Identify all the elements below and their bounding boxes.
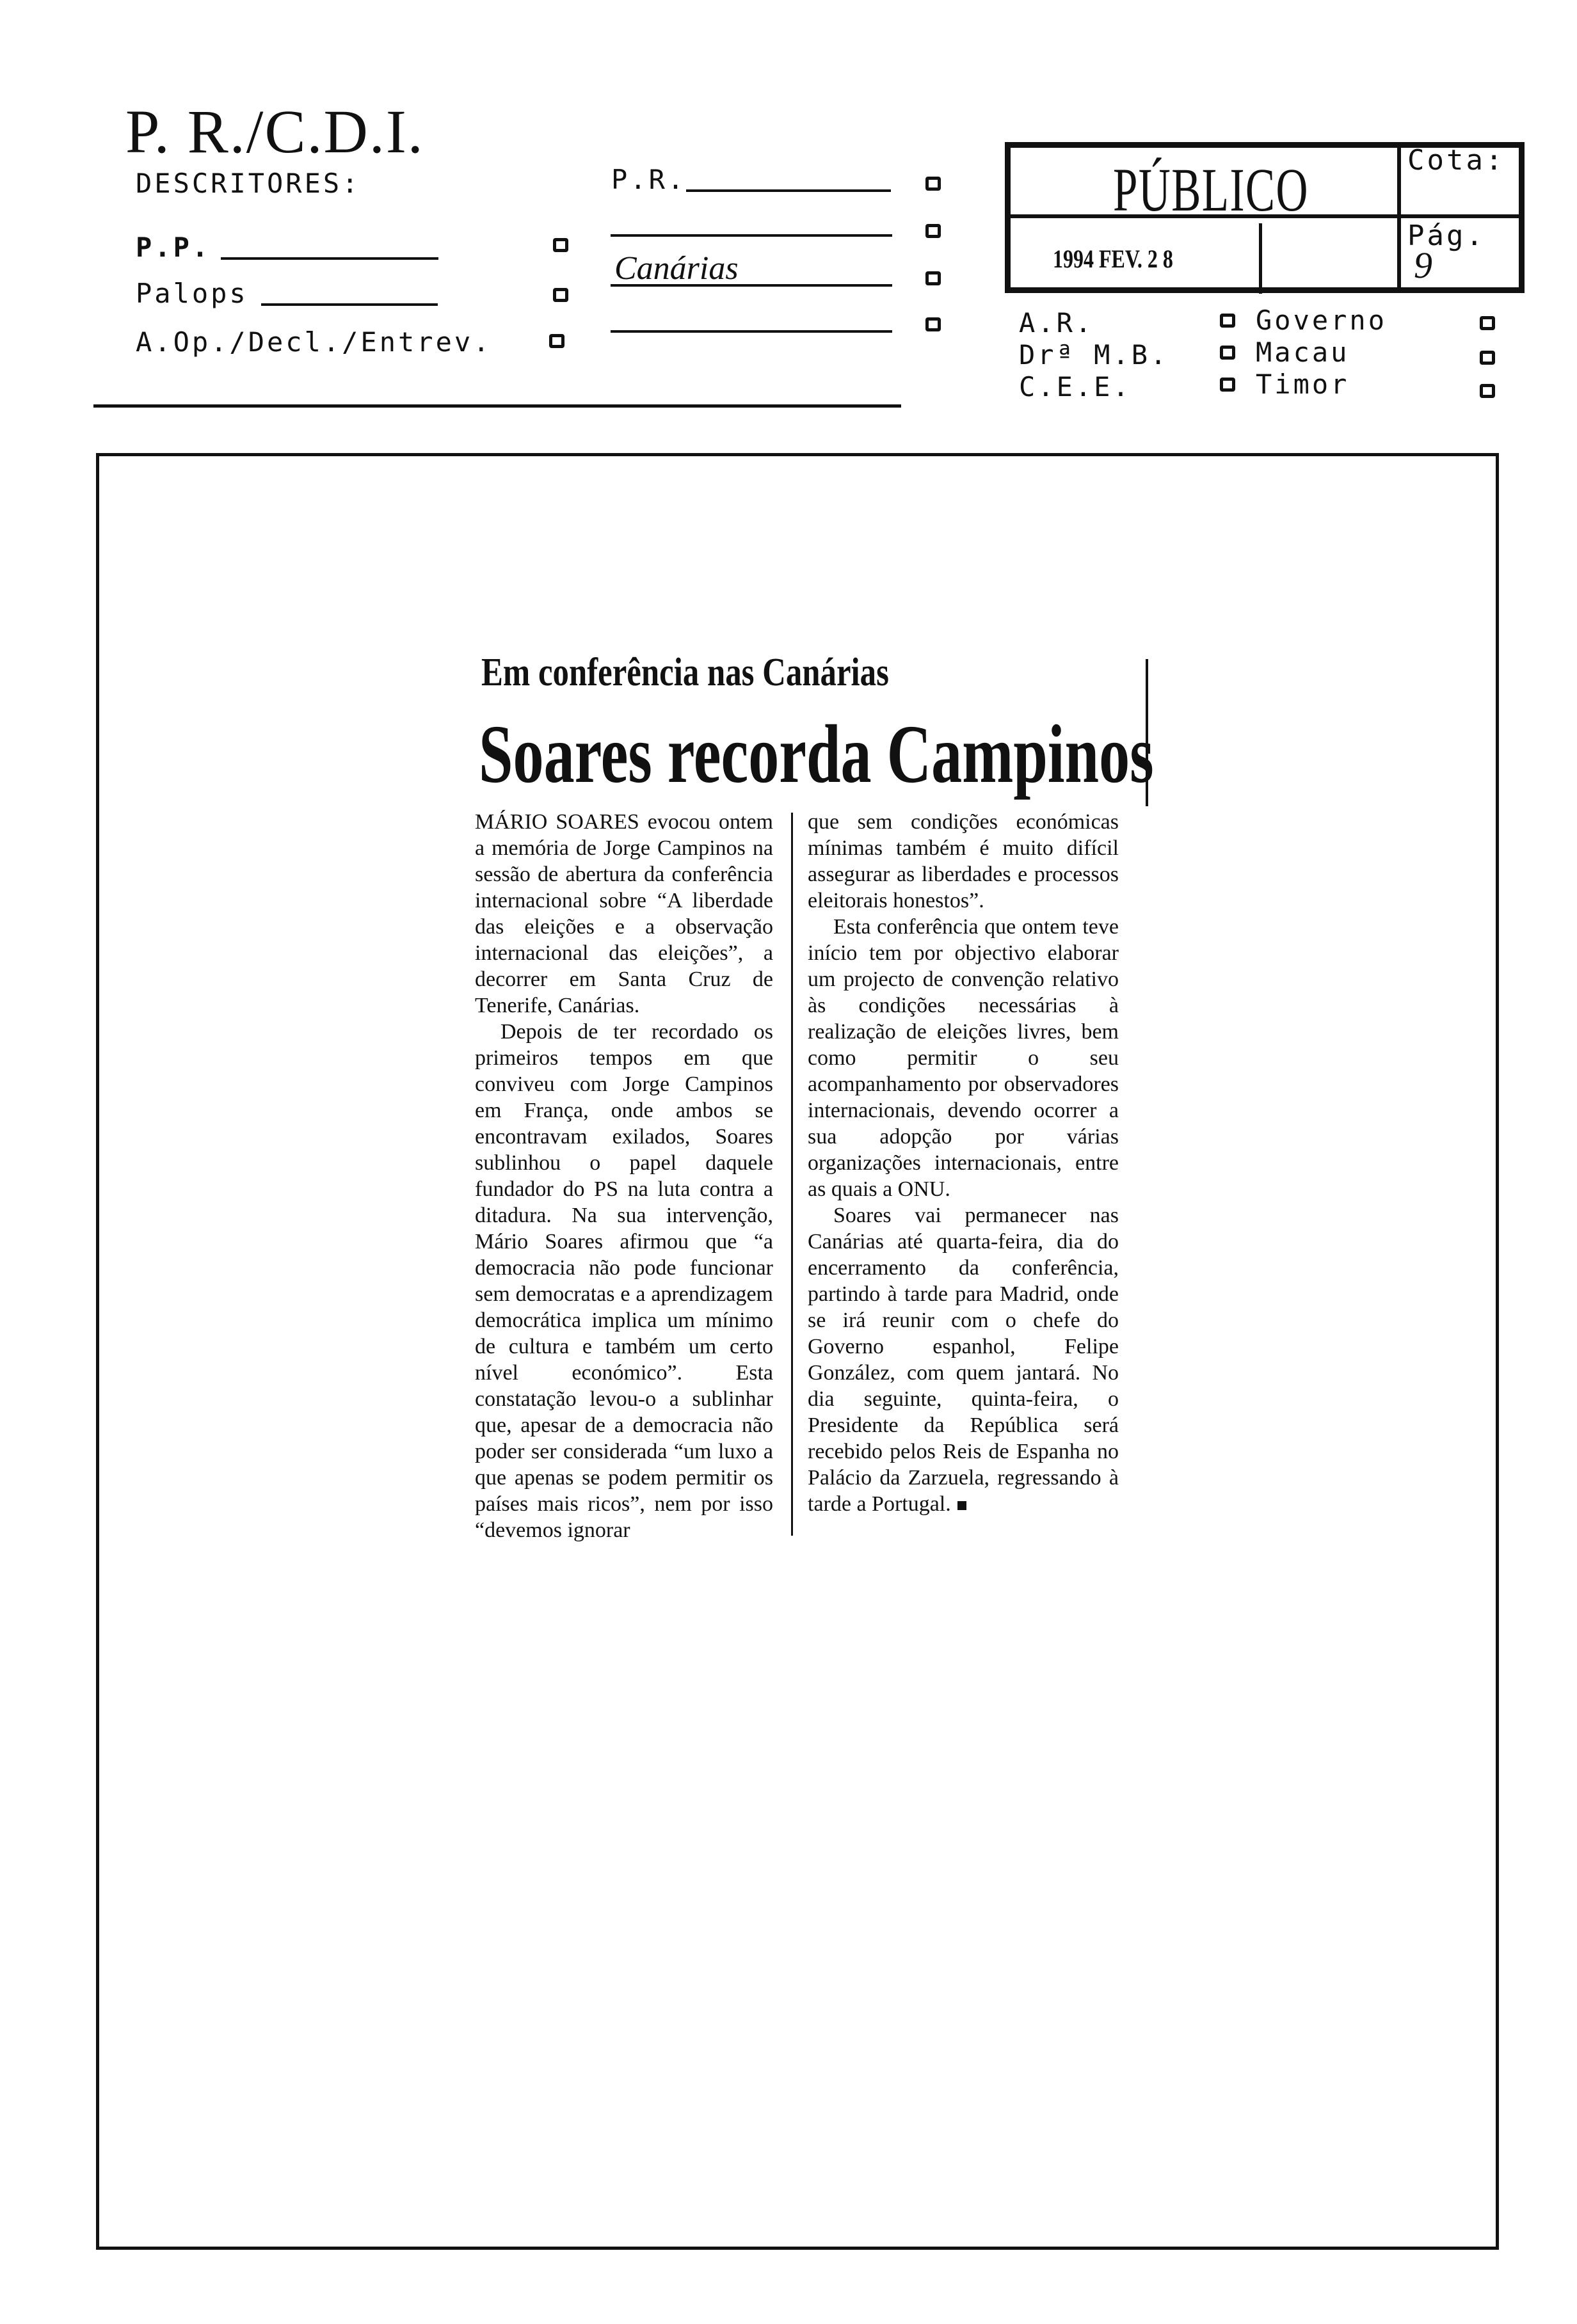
checkbox-macau[interactable] bbox=[1480, 351, 1495, 365]
cota-label: Cota: bbox=[1407, 144, 1505, 177]
pag-value: 9 bbox=[1414, 244, 1432, 286]
checkbox-4[interactable] bbox=[925, 317, 941, 331]
checkbox-2[interactable] bbox=[925, 224, 941, 238]
paragraph: Depois de ter recordado os primeiros tempos em que conviveu com Jorge Campinos em França, onde ambos se encontravam exilados, Soares sublinhou o papel daquele fundador do PS na luta contra a ditadura. Na sua intervenção, Mário Soares afirmou que “a democracia não pode funcionar sem democratas e a aprendizagem democrática implica um mínimo de cultura e também um certo nível económico”. Esta constatação levou-o a sublinhar que, apesar de a democracia não poder ser considerada “um luxo a que apenas se podem permitir os países mais ricos”, nem por isso “devemos ignorar bbox=[475, 1020, 773, 1542]
article-column-1 bbox=[475, 809, 773, 1543]
field-line-3 bbox=[611, 284, 892, 287]
checkbox-palops[interactable] bbox=[553, 288, 568, 302]
article-headline: Soares recorda Campinos bbox=[479, 708, 1154, 800]
field-line-palops bbox=[261, 303, 438, 306]
category-drmb: Drª M.B. bbox=[1019, 339, 1169, 370]
archive-code: P. R./C.D.I. bbox=[125, 97, 424, 166]
article-column-2 bbox=[808, 809, 1119, 1517]
handwritten-entry: Canárias bbox=[614, 250, 739, 287]
field-line-pp bbox=[221, 257, 438, 260]
article-kicker: Em conferência nas Canárias bbox=[481, 651, 889, 694]
checkbox-timor[interactable] bbox=[1480, 384, 1495, 398]
checkbox-governo[interactable] bbox=[1480, 316, 1495, 330]
header-divider bbox=[93, 404, 901, 408]
publication-box bbox=[1005, 142, 1525, 293]
field-label-palops: Palops bbox=[136, 278, 248, 309]
headline-rule bbox=[1146, 659, 1148, 806]
publication-logo: PÚBLICO bbox=[1113, 155, 1309, 224]
checkbox-cee[interactable] bbox=[1220, 378, 1235, 392]
paragraph: Esta conferência que ontem teve início tem por objectivo elaborar um projecto de convenção relativo às condições necessárias à realização de eleições livres, bem como permitir o seu acompanhamento por observadores internacionais, devendo ocorrer a sua adopção por várias organizações internacionais, entre as quais a ONU. bbox=[808, 915, 1119, 1201]
checkbox-aop[interactable] bbox=[549, 334, 564, 348]
checkbox-pr[interactable] bbox=[925, 177, 941, 191]
paragraph: Soares vai permanecer nas Canárias até quarta-feira, dia do encerramento da conferência, partindo à tarde para Madrid, onde se irá reunir com o chefe do Governo espanhol, Felipe González, com quem jantará. No dia seguinte, quinta-feira, o Presidente da República será recebido pelos Reis de Espanha no Palácio da Zarzuela, regressando à tarde a Portugal. bbox=[808, 1204, 1119, 1516]
category-ar: A.R. bbox=[1019, 307, 1094, 338]
checkbox-drmb[interactable] bbox=[1220, 346, 1235, 360]
category-governo: Governo bbox=[1256, 305, 1388, 336]
column-divider bbox=[791, 813, 793, 1536]
descritores-label: DESCRITORES: bbox=[136, 168, 361, 199]
field-line-4 bbox=[611, 330, 892, 333]
field-label-pr: P.R. bbox=[611, 164, 687, 195]
category-timor: Timor bbox=[1256, 369, 1350, 400]
publication-date-stamp: 1994 FEV. 2 8 bbox=[1053, 244, 1173, 273]
checkbox-ar[interactable] bbox=[1220, 314, 1235, 328]
paragraph: que sem condições económicas mínimas também é muito difícil assegurar as liberdades e processos eleitorais honestos”. bbox=[808, 810, 1119, 912]
pag-label: Pág. bbox=[1407, 219, 1485, 252]
field-label-aop: A.Op./Decl./Entrev. bbox=[136, 326, 492, 358]
end-mark bbox=[957, 1501, 966, 1510]
checkbox-pp[interactable] bbox=[553, 238, 568, 252]
field-line-2 bbox=[611, 234, 892, 237]
field-label-pp: P.P. bbox=[136, 232, 211, 263]
field-line-pr bbox=[686, 189, 891, 192]
category-macau: Macau bbox=[1256, 337, 1350, 368]
paragraph: MÁRIO SOARES evocou ontem a memória de Jorge Campinos na sessão de abertura da conferência internacional sobre “A liberdade das eleições e a observação internacional das eleições”, a decorrer em Santa Cruz de Tenerife, Canárias. bbox=[475, 810, 773, 1017]
category-cee: C.E.E. bbox=[1019, 371, 1132, 402]
checkbox-3[interactable] bbox=[925, 271, 941, 285]
